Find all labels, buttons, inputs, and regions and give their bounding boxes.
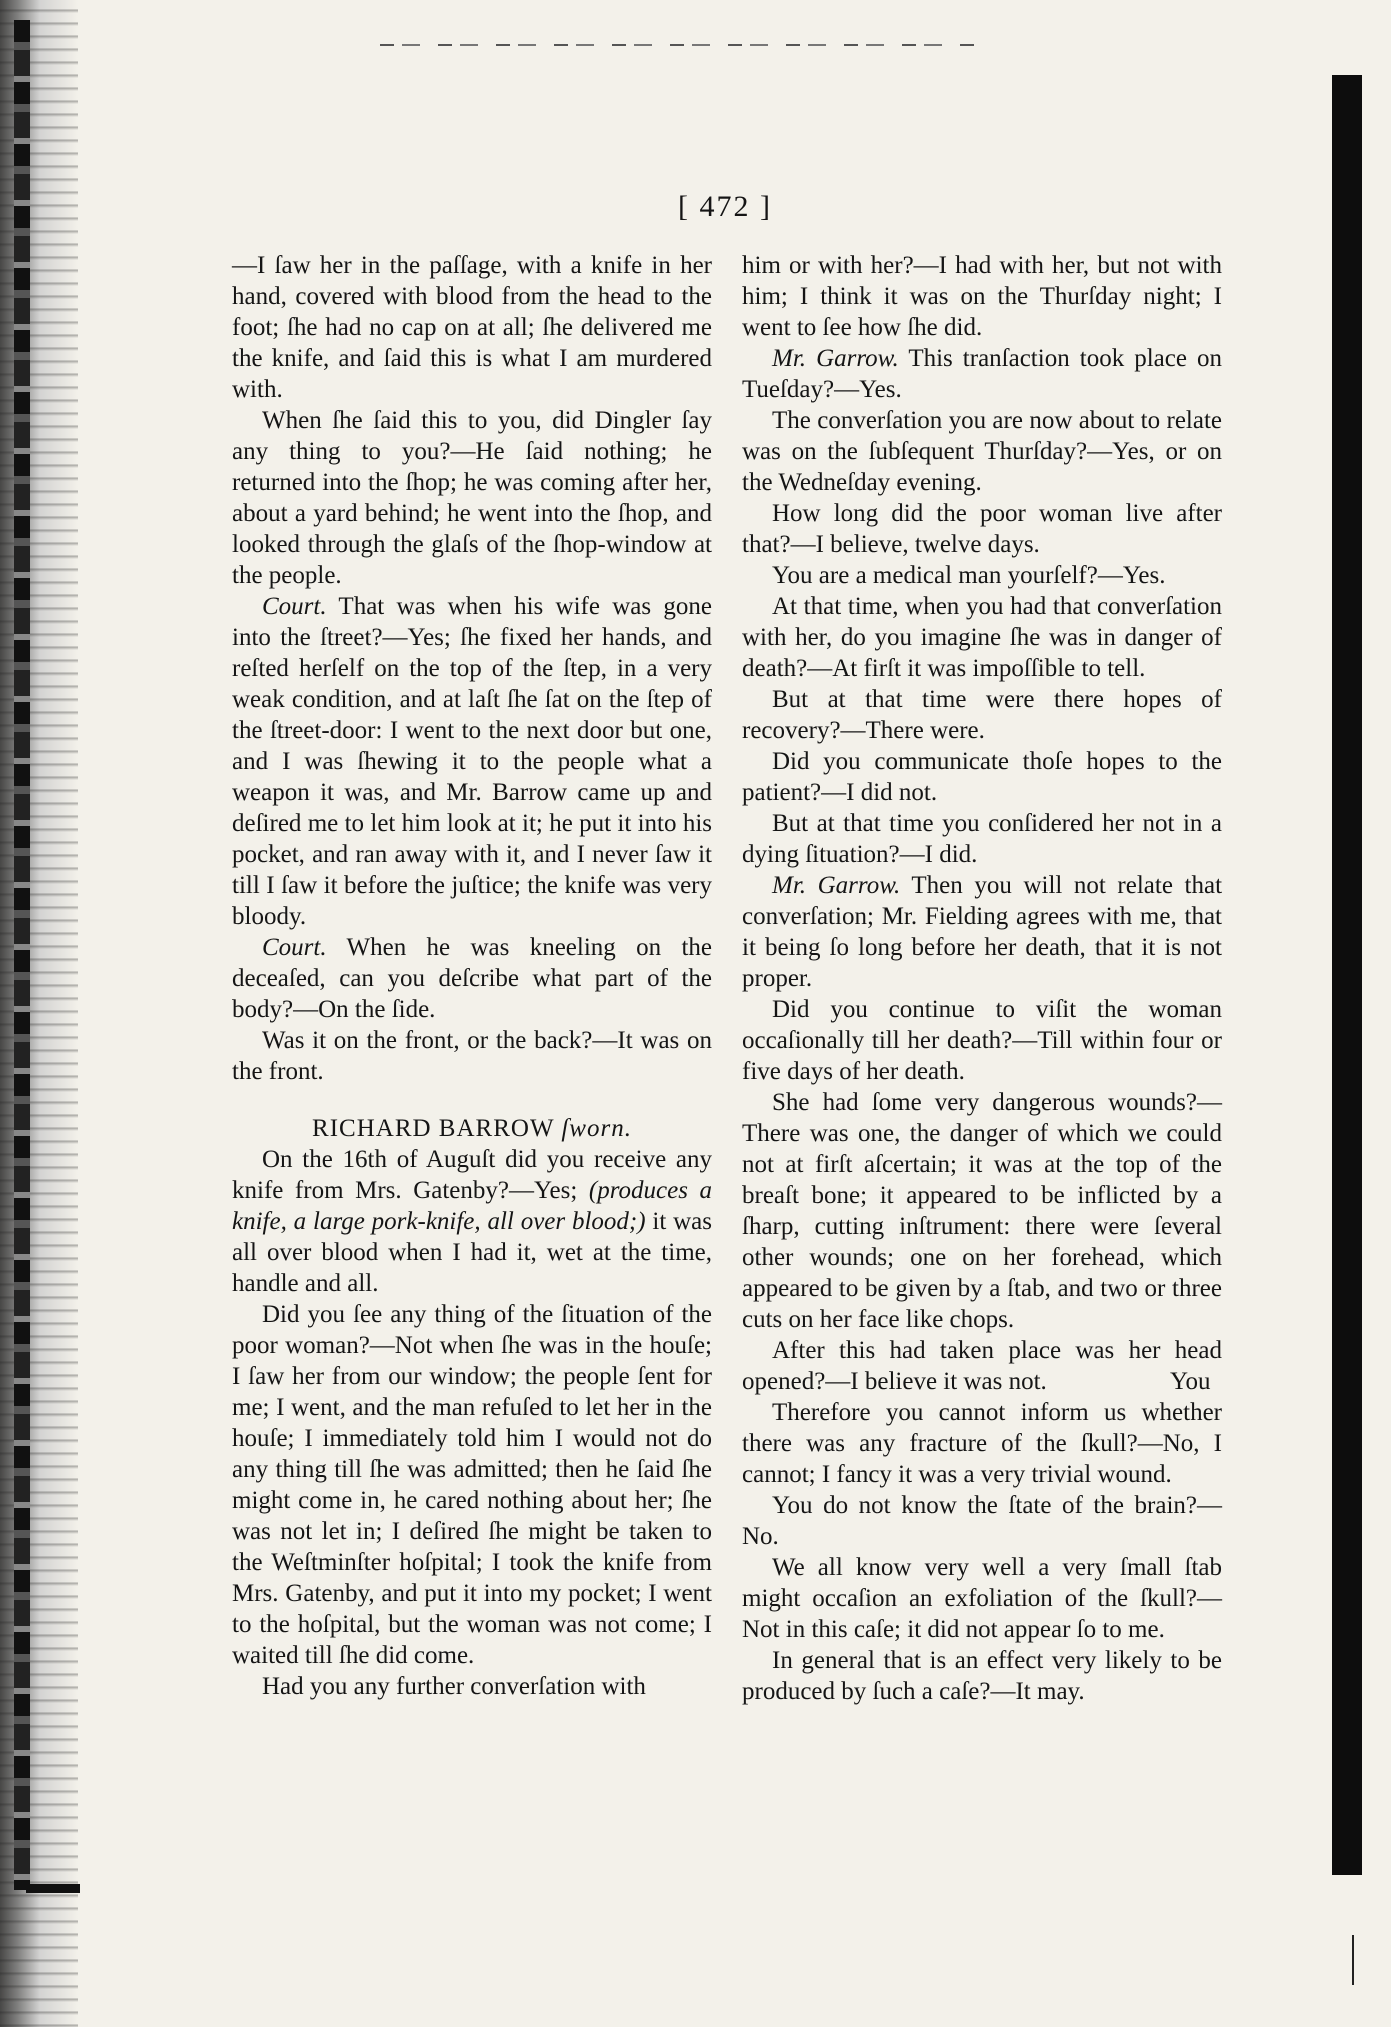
catchword: You [1170,1368,1211,1395]
speaker-label: Mr. Garrow. [772,872,901,899]
paragraph-text: Then you will not relate that converſation; Mr. Fielding agrees with me, that it being ſo long before her death, that it is not proper. [742,872,1223,992]
paragraph: In general that is an effect very likely to be produced by ſuch a caſe?—It may. [742,1647,1222,1705]
scan-binding-shadow [14,20,30,1890]
paragraph [232,932,712,1025]
witness-name: RICHARD BARROW [312,1115,555,1142]
paragraph: We all know very well a very ſmall ſtab might occaſion an exfoliation of the ſkull?—Not in this caſe; it did not appear ſo to me. [742,1554,1222,1643]
paragraph: You do not know the ſtate of the brain?—No. [742,1492,1222,1550]
paragraph: —I ſaw her in the paſſage, with a knife in her hand, covered with blood from the head to the foot; ſhe had no cap on at all; ſhe delivered me the knife, and ſaid this is what I am murdered with. [232,252,712,403]
paragraph [742,343,1222,405]
paragraph: The converſation you are now about to relate was on the ſubſequent Thurſday?—Yes, or on the Wedneſday evening. [742,407,1222,496]
paragraph: Had you any further converſation with [262,1673,646,1700]
paragraph: How long did the poor woman live after that?—I believe, twelve days. [742,500,1222,558]
paragraph-text: On the 16th of Auguſt did you receive any knife from Mrs. Gatenby?—Yes; [232,1146,712,1204]
scan-right-edge [1332,75,1362,1875]
witness-heading [232,1113,712,1144]
scan-left-edge [0,0,78,2027]
paragraph-text: That was when his wife was gone into the ſtreet?—Yes; ſhe fixed her hands, and reſted herſelf on the top of the ſtep, in a very weak condition, and at laſt ſhe ſat on the ſtep of the ſtreet-door: I went to the next door but one, and I was ſhewing it to the people what a weapon it was, and Mr. Barrow came up and deſired me to let him look at it; he put it into his pocket, and ran away with it, and I never ſaw it till I ſaw it before the juſtice; the knife was very bloody. [232,593,712,930]
paragraph-text: it was all over blood when I had it, wet at the time, handle and all. [232,1208,712,1297]
stage-direction: (produces a knife, a large pork-knife, all over blood;) [232,1177,712,1235]
paragraph: At that time, when you had that converſation with her, do you imagine ſhe was in danger of death?—At firſt it was impoſſible to tell. [742,593,1222,682]
paragraph: Therefore you cannot inform us whether there was any fracture of the ſkull?—No, I cannot; I fancy it was a very trivial wound. [742,1399,1222,1488]
paragraph [232,1144,712,1299]
scan-bottom-mark [26,1884,80,1893]
paragraph: Did you continue to viſit the woman occaſionally till her death?—Till within four or five days of her death. [742,996,1222,1085]
paragraph [742,870,1222,994]
paragraph-text: When he was kneeling on the deceaſed, can you deſcribe what part of the body?—On the ſide. [232,934,712,1023]
paragraph: She had ſome very dangerous wounds?—There was one, the danger of which we could not at firſt aſcertain; it was at the top of the breaſt bone; it appeared to be inflicted by a ſharp, cutting inſtrument: there were ſeveral other wounds; one on her forehead, which appeared to be given by a ſtab, and two or three cuts on her face like chops. [742,1089,1222,1333]
paragraph: him or with her?—I had with her, but not with him; I think it was on the Thurſday night; I went to ſee how ſhe did. [742,252,1222,341]
speaker-label: Mr. Garrow. [772,345,899,372]
speaker-label: Court. [262,593,327,620]
paragraph: After this had taken place was her head opened?—I believe it was not. [742,1337,1222,1395]
paragraph: Was it on the front, or the back?—It was on the front. [232,1027,712,1085]
witness-oath: ſworn. [561,1115,632,1142]
paragraph: Did you ſee any thing of the ſituation of the poor woman?—Not when ſhe was in the houſe; I ſaw her from our window; the people ſent for me; I went, and the man refuſed to let her in the houſe; I immediately told him I would not do any thing till ſhe was admitted; then he ſaid ſhe might come in, he cared nothing about her; ſhe was not let in; I deſired ſhe might be taken to the Weſtminſter hoſpital; I took the knife from Mrs. Gatenby, and put it into my pocket; I went to the hoſpital, but the woman was not come; I waited till ſhe did come. [232,1301,712,1669]
paragraph: Did you communicate thoſe hopes to the patient?—I did not. [742,748,1222,806]
paragraph: When ſhe ſaid this to you, did Dingler ſay any thing to you?—He ſaid nothing; he returned into the ſhop; he was coming after her, about a yard behind; he went into the ſhop, and looked through the glaſs of the ſhop-window at the people. [232,407,712,589]
left-column [232,250,712,1702]
paragraph: But at that time were there hopes of recovery?—There were. [742,686,1222,744]
paragraph: But at that time you conſidered her not in a dying ſituation?—I did. [742,810,1222,868]
scan-top-rule [380,44,980,46]
paragraph-text: This tranſaction took place on Tueſday?—Yes. [742,345,1223,403]
paragraph: You are a medical man yourſelf?—Yes. [772,562,1166,589]
speaker-label: Court. [262,934,327,961]
scan-right-tick [1352,1935,1354,1985]
right-column [742,250,1222,1707]
paragraph [232,591,712,932]
page-number: [ 472 ] [678,190,772,223]
